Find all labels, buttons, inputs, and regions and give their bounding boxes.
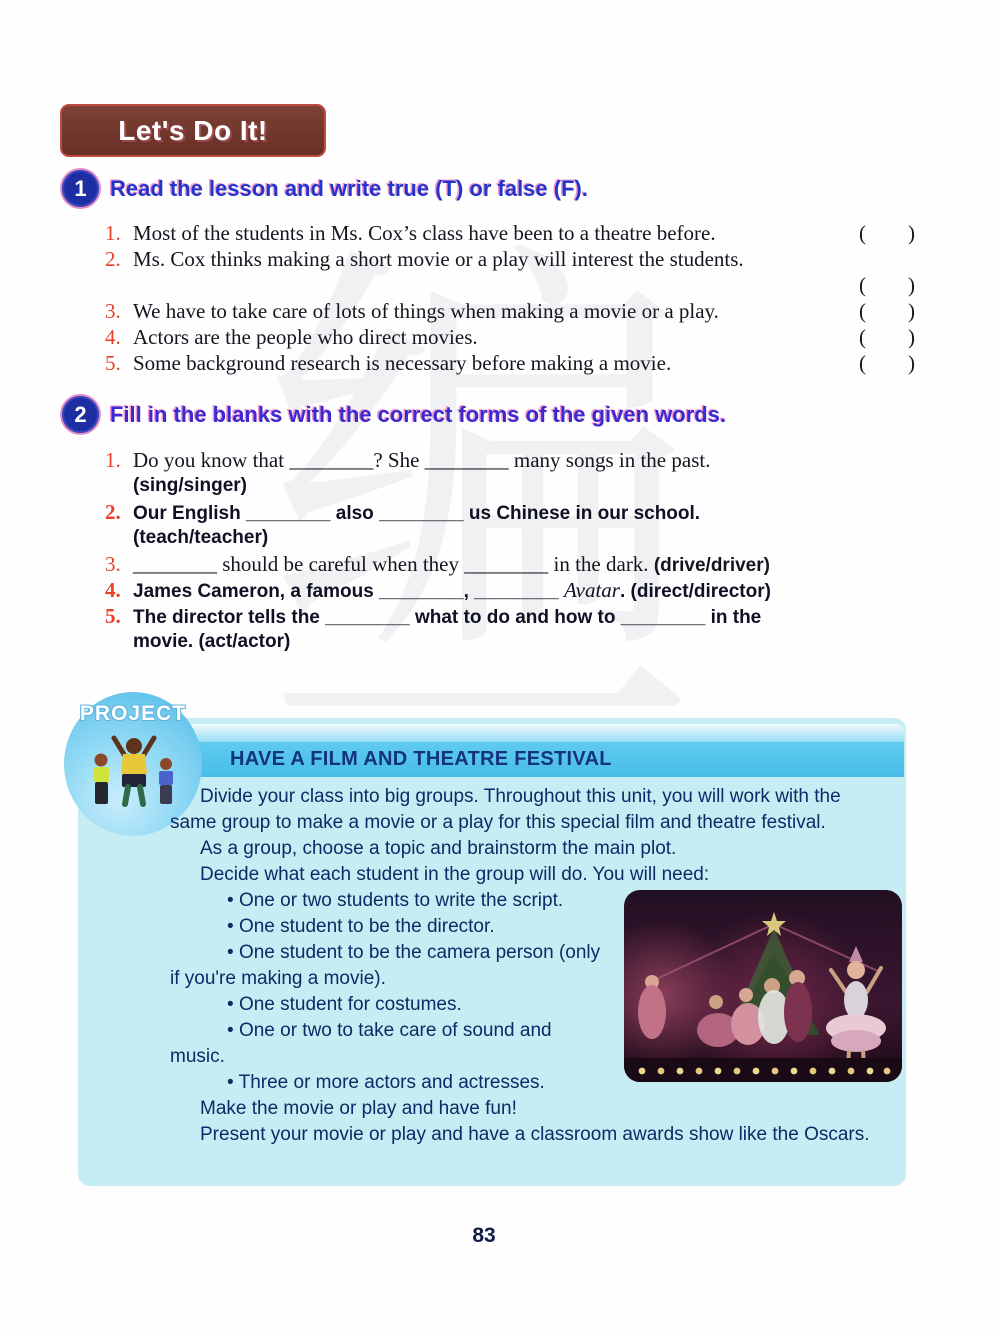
exercise1-item-4 [105,324,917,350]
item-text: Some background research is necessary before making a movie. [133,351,672,375]
list-item: • One or two to take care of sound and music. [170,1018,892,1070]
word-hint: . (direct/director) [619,581,771,602]
item-text: Ms. Cox thinks making a short movie or a play will interest the students. [133,247,744,271]
item-text: Our English ________ also ________ us Chinese in our school. [133,503,701,524]
item-number: 3. [105,299,121,323]
project-top-gradient [82,724,904,742]
word-hint: (teach/teacher) [133,527,269,548]
exercise2-item-4 [105,577,917,603]
item-number: 5. [105,351,121,375]
project-title-band [80,742,904,777]
item-number: 2. [105,247,121,271]
exercise1-item-2-answer-line [105,272,917,298]
item-text: Most of the students in Ms. Cox’s class have been to a theatre before. [133,221,716,245]
exercise2-item-5-continuation [105,629,917,655]
exercise2-item-1 [105,447,917,473]
exercise1-heading [62,170,588,207]
exercise2-item-2 [105,499,917,525]
project-paragraph: Divide your class into big groups. Throughout this unit, you will work with the same group to make a movie or a play for this special film and theatre festival. [170,786,841,833]
answer-parentheses: ( ) [859,351,915,375]
list-item: • One student to be the camera person (only if you're making a movie). [170,940,892,992]
exercise2-title: Fill in the blanks with the correct forms of the given words. [110,401,727,427]
exercise2-item-2-hint [105,525,917,551]
item-number: 2. [105,500,121,524]
exercise1-item-3 [105,298,917,324]
item-number: 4. [105,578,121,602]
answer-parentheses: ( ) [859,221,915,245]
item-text: We have to take care of lots of things when making a movie or a play. [133,299,719,323]
project-title: HAVE A FILM AND THEATRE FESTIVAL [230,748,612,770]
project-closing: Present your movie or play and have a classroom awards show like the Oscars. [200,1124,870,1145]
page-number: 83 [472,1224,496,1247]
exercise2-item-3 [105,551,917,577]
stage-performance-photo [624,890,902,1082]
item-number: 1. [105,448,121,472]
exercise2-list [105,447,917,655]
item-text: Actors are the people who direct movies. [133,325,478,349]
word-hint: (sing/singer) [133,475,248,496]
item-text: Do you know that ________? She ________ many songs in the past. [133,448,711,472]
item-text: James Cameron, a famous ________, ________ [133,581,564,602]
item-text: The director tells the ________ what to do and how to ________ in the [133,607,762,628]
list-item: • One student for costumes. [170,992,892,1018]
item-text: ________ should be careful when they ________ in the dark. [133,552,654,576]
project-box [78,702,906,1186]
exercise2-item-1-hint [105,473,917,499]
project-paragraph: As a group, choose a topic and brainstorm the main plot. [200,838,677,859]
list-item: • Three or more actors and actresses. [170,1070,892,1096]
exercise1-item-1 [105,220,917,246]
lets-do-it-banner [60,104,326,157]
exercise1-title: Read the lesson and write true (T) or false (F). [110,175,588,201]
answer-parentheses: ( ) [859,299,915,323]
word-hint: movie. (act/actor) [133,631,291,652]
movie-title-italic: Avatar [563,578,620,602]
exercise1-number-badge: 1 [62,170,99,207]
item-number: 4. [105,325,121,349]
exercise1-list [105,220,917,376]
banner-label: Let's Do It! [118,114,268,146]
item-number: 3. [105,552,121,576]
exercise2-number-badge: 2 [62,396,99,433]
exercise2-item-5 [105,603,917,629]
project-body [170,784,892,1148]
answer-parentheses: ( ) [859,325,915,349]
exercise2-heading [62,396,726,433]
word-hint: (drive/driver) [653,555,770,576]
list-item: • One or two students to write the script. [170,888,892,914]
exercise1-item-2 [105,246,917,272]
list-item: • One student to be the director. [170,914,892,940]
project-badge-label: PROJECT [79,702,187,725]
item-number: 5. [105,604,121,628]
project-paragraph: Decide what each student in the group will do. You will need: [200,864,710,885]
project-closing: Make the movie or play and have fun! [200,1098,517,1119]
item-number: 1. [105,221,121,245]
answer-parentheses: ( ) [859,273,915,297]
exercise1-item-5 [105,350,917,376]
